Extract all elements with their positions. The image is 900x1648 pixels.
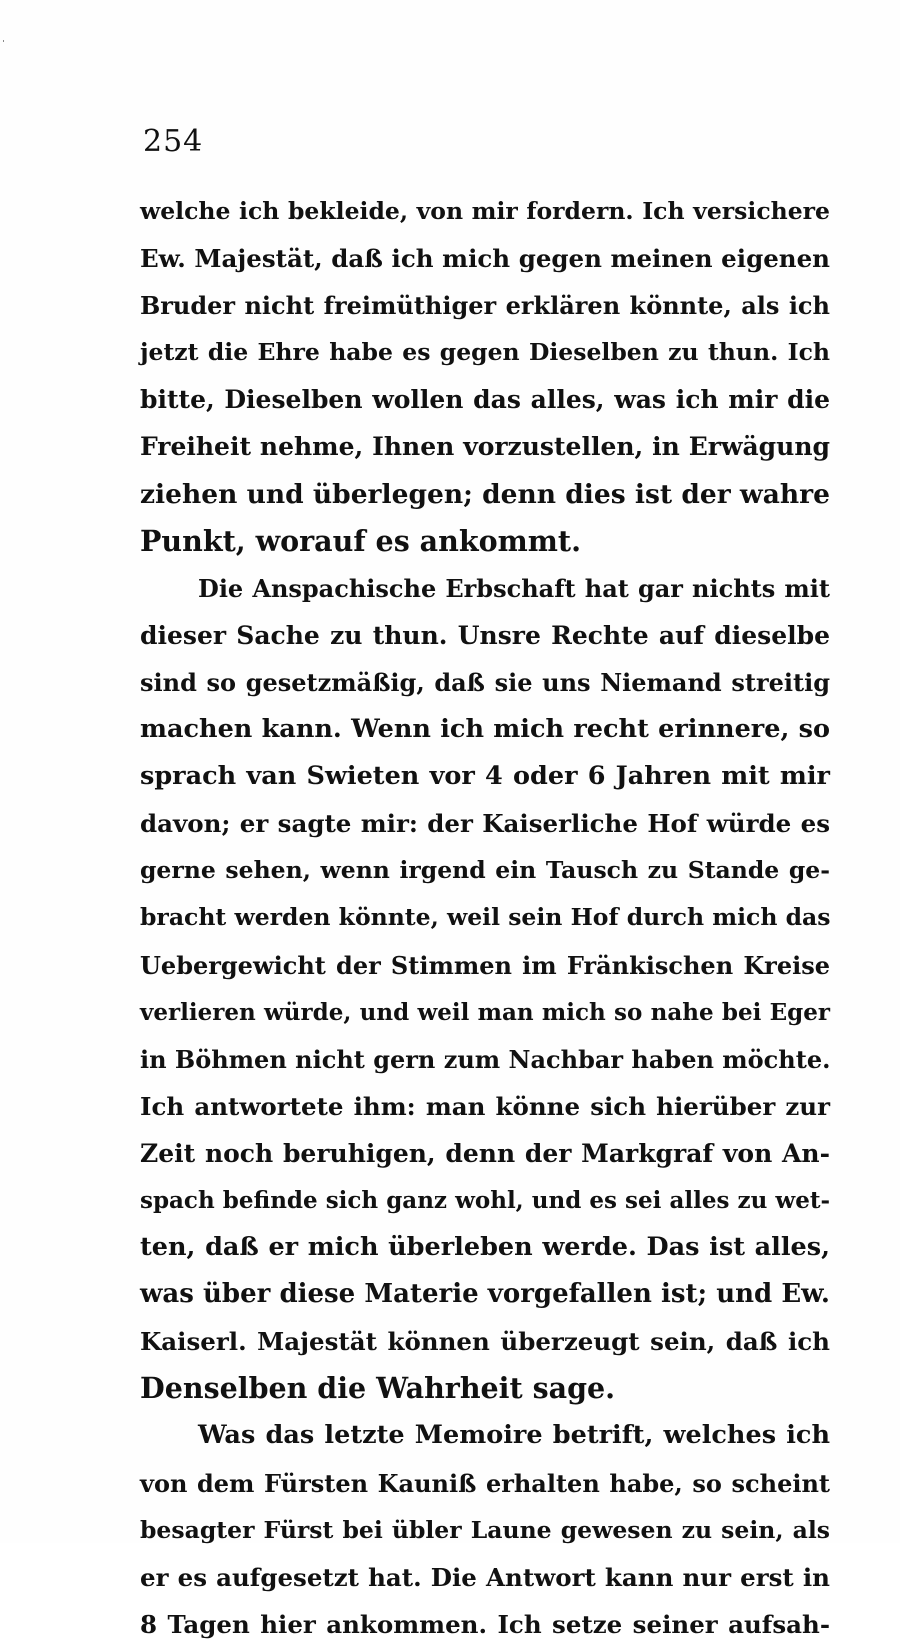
text-line: 8 Tagen hier ankommen. Ich setze seiner aufsah- (140, 1609, 830, 1639)
text-line: Zeit noch beruhigen, denn der Markgraf von An- (140, 1138, 830, 1168)
paragraph-end-line: Denselben die Wahrheit sage. (140, 1371, 616, 1406)
text-line: jetzt die Ehre habe es gegen Dieselben zu thun. Ich (140, 338, 830, 367)
text-line: bracht werden könnte, weil sein Hof durch mich das (140, 903, 831, 932)
text-line: Ew. Majestät, daß ich mich gegen meinen eigenen (140, 244, 830, 274)
text-line: ten, daß er mich überleben werde. Das ist alles, (140, 1232, 830, 1263)
paragraph-start-line: Was das letzte Memoire betrift, welches ich (198, 1420, 830, 1451)
text-line: Kaiserl. Majestät können überzeugt sein, daß ich (140, 1327, 830, 1357)
text-line: Bruder nicht freimüthiger erklären könnte, als ich (140, 291, 830, 321)
text-line: Uebergewicht der Stimmen im Fränkischen Kreise (140, 950, 830, 980)
text-line: davon; er sagte mir: der Kaiserliche Hof würde es (140, 809, 830, 839)
text-line: gerne sehen, wenn irgend ein Tausch zu Stande ge- (140, 856, 830, 885)
text-line: welche ich bekleide, von mir fordern. Ich versichere (140, 197, 830, 225)
paragraph-start-line: Die Anspachische Erbschaft hat gar nichts mit (198, 573, 830, 603)
text-line: sind so gesetzmäßig, daß sie uns Niemand streitig (140, 667, 830, 697)
text-line: von dem Fürsten Kauniß erhalten habe, so scheint (140, 1468, 830, 1498)
text-line: er es aufgesetzt hat. Die Antwort kann nur erst in (140, 1562, 830, 1592)
scan-mark (3, 40, 4, 42)
text-line: dieser Sache zu thun. Unsre Rechte auf dieselbe (140, 620, 830, 650)
text-line: Freiheit nehme, Ihnen vorzustellen, in Erwägung (140, 432, 830, 462)
body-text (140, 188, 830, 1648)
text-line: besagter Fürst bei übler Laune gewesen zu sein, als (140, 1515, 830, 1544)
text-line: bitte, Dieselben wollen das alles, was ich mir die (140, 385, 830, 415)
paragraph-end-line: Punkt, worauf es ankommt. (140, 523, 581, 558)
page-number: 254 (143, 124, 204, 159)
text-line: in Böhmen nicht gern zum Nachbar haben möchte. (140, 1044, 831, 1074)
text-line: verlieren würde, und weil man mich so nahe bei Eger (140, 998, 830, 1026)
text-line: Ich antwortete ihm: man könne sich hierüber zur (140, 1091, 830, 1121)
text-line: sprach van Swieten vor 4 oder 6 Jahren mit mir (140, 761, 830, 792)
text-line: machen kann. Wenn ich mich recht erinnere, so (140, 714, 830, 745)
text-line: was über diese Materie vorgefallen ist; und Ew. (140, 1279, 830, 1310)
text-line: ziehen und überlegen; denn dies ist der wahre (140, 478, 830, 510)
text-line: spach befinde sich ganz wohl, und es sei alles zu wet- (140, 1186, 830, 1214)
